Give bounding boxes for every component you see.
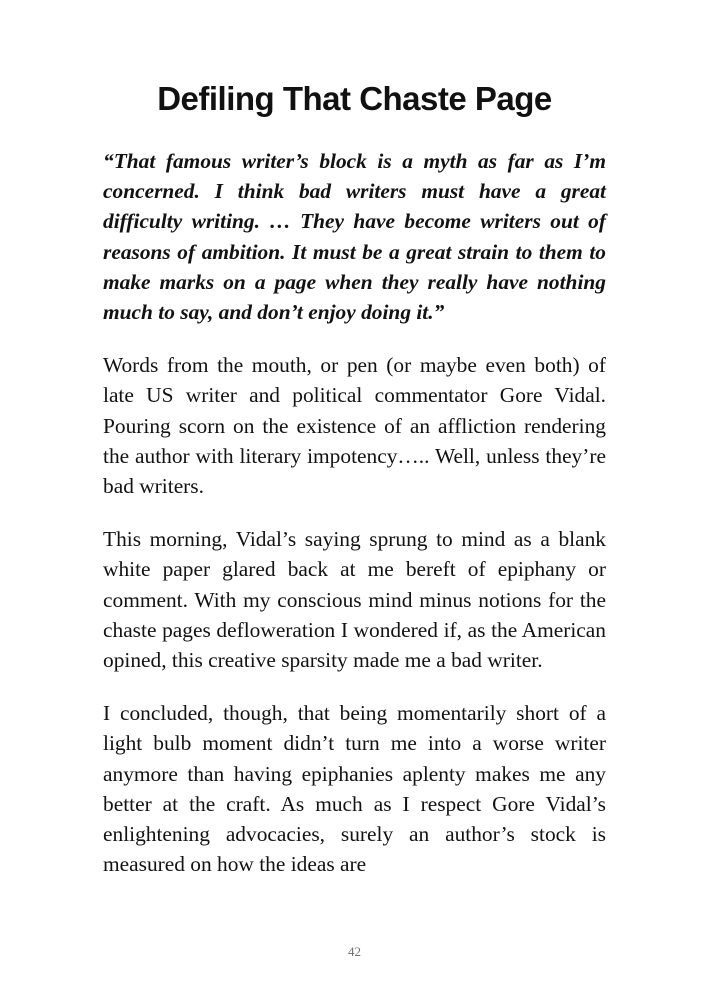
body-paragraph-3: I concluded, though, that being momentarily short of a light bulb moment didn’t turn me into a worse writer anymore than having epiphanies aplenty makes me any better at the craft. As much as I respect Gore Vidal’s enlightening advocacies, surely an author’s stock is measured on how the ideas are: [103, 701, 606, 877]
chapter-title: Defiling That Chaste Page: [157, 80, 552, 117]
body-paragraph-2: This morning, Vidal’s saying sprung to mind as a blank white paper glared back at me bereft of epiphany or comment. With my conscious mind minus notions for the chaste pages defloweration I wondered if, as the American opined, this creative sparsity made me a bad writer.: [103, 527, 606, 673]
page-number: 42: [348, 944, 361, 959]
body-paragraph-1: Words from the mouth, or pen (or maybe even both) of late US writer and political commentator Gore Vidal. Pouring scorn on the existence of an affliction rendering the author with literary impotency….. Well, unless they’re bad writers.: [103, 353, 606, 499]
text-column: [103, 0, 606, 902]
quote-paragraph: “That famous writer’s block is a myth as far as I’m concerned. I think bad writers must have a great difficulty writing. … They have become writers out of reasons of ambition. It must be a great strain to them to make marks on a page when they really have nothing much to say, and don’t enjoy doing it.”: [103, 149, 606, 325]
